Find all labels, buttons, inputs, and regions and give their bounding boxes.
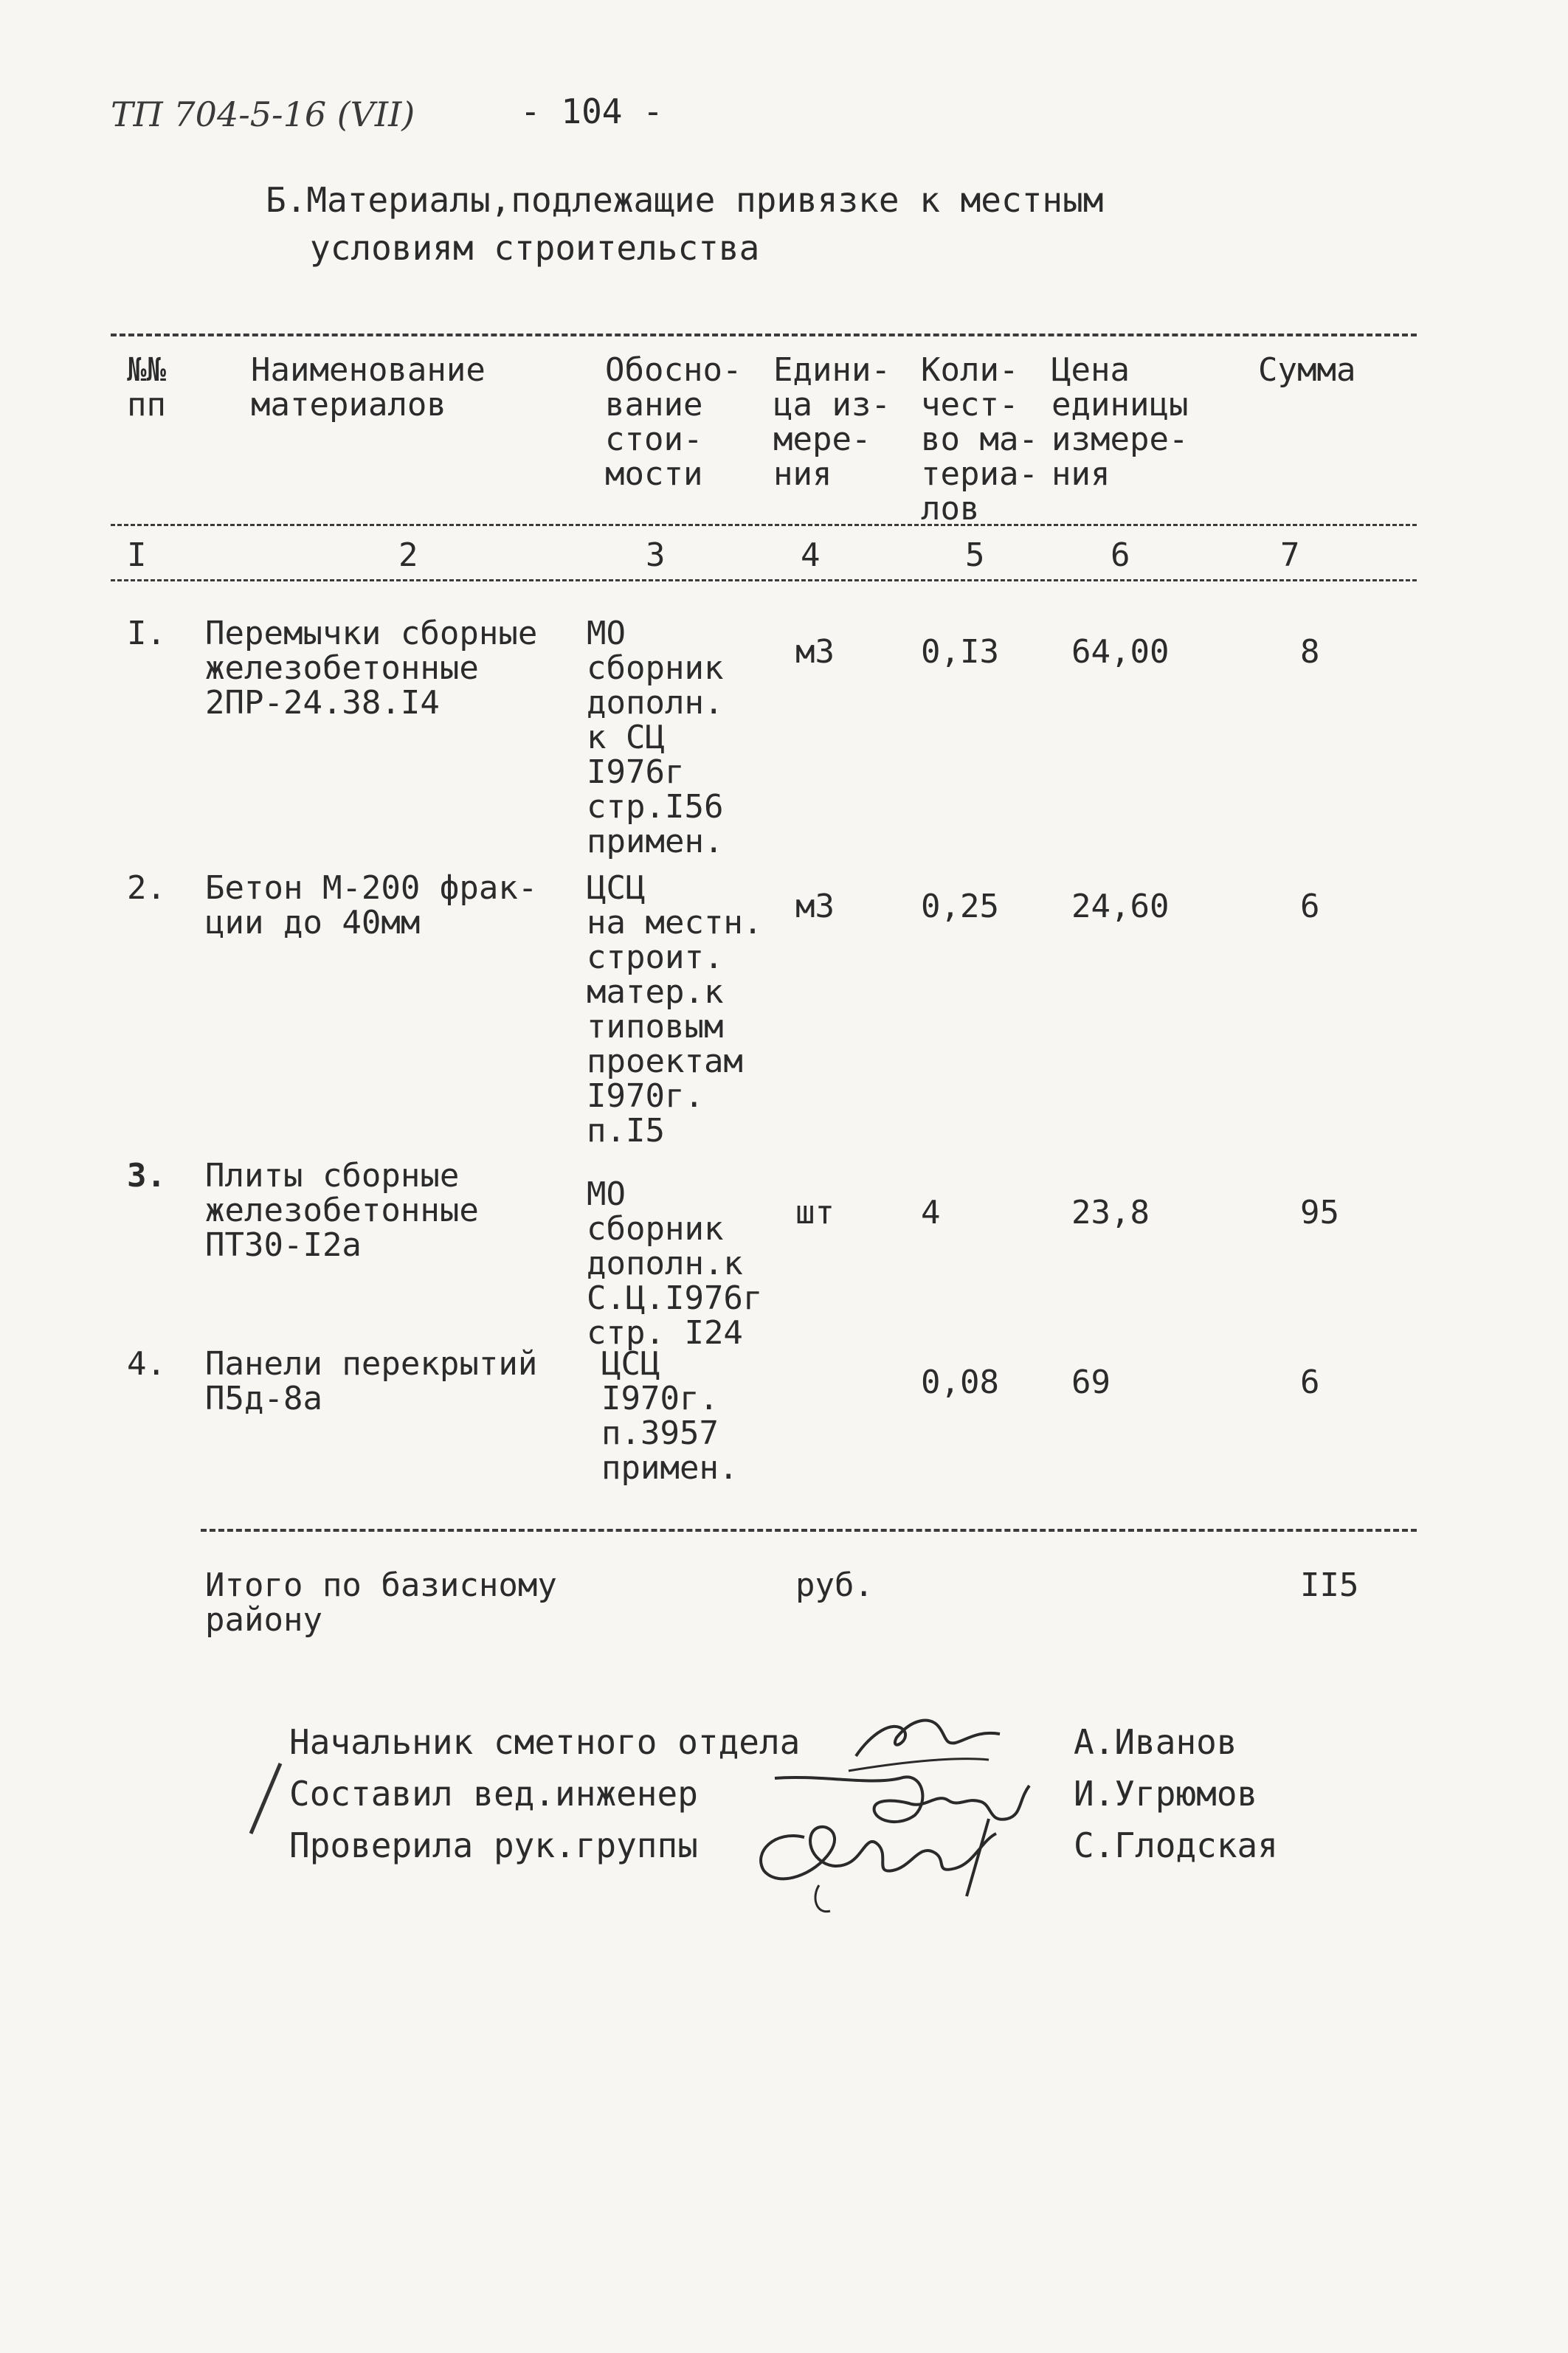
sum: 8: [1300, 633, 1320, 671]
quantity: 0,I3: [921, 633, 999, 671]
section-title-line1: Б.Материалы,подлежащие привязке к местным: [266, 180, 1104, 220]
signature-name: С.Глодская: [1074, 1825, 1278, 1865]
col-header-unit: Едини- ца из- мере- ния: [773, 351, 891, 493]
col-number: I: [127, 536, 147, 574]
signature-name: А.Иванов: [1074, 1722, 1237, 1762]
table-top-rule: [111, 334, 1417, 336]
row-number: 4.: [127, 1345, 166, 1383]
handwritten-signatures: [745, 1675, 1092, 1933]
unit-price: 64,00: [1071, 633, 1170, 671]
unit: шт: [795, 1194, 835, 1231]
cost-basis: ЦСЦ на местн. строит. матер.к типовым проектам I970г. п.I5: [587, 869, 763, 1150]
unit: м3: [795, 888, 835, 925]
unit-price: 69: [1071, 1364, 1111, 1401]
sum: 95: [1300, 1194, 1339, 1231]
unit: м3: [795, 633, 835, 671]
col-number: 3: [646, 536, 666, 574]
table-bottom-rule: [201, 1529, 1417, 1532]
total-sum: II5: [1300, 1566, 1359, 1604]
cost-basis: ЦСЦ I970г. п.3957 примен.: [601, 1345, 739, 1487]
cost-basis: МО сборник дополн.к С.Ц.I976г стр. I24: [587, 1175, 763, 1352]
col-number: 2: [398, 536, 418, 574]
col-number: 4: [801, 536, 821, 574]
signature-role: Составил вед.инженер: [289, 1774, 698, 1814]
col-number: 7: [1280, 536, 1300, 574]
col-number: 6: [1111, 536, 1130, 574]
header-bottom-rule: [111, 524, 1417, 526]
material-name: Бетон М-200 фрак- ции до 40мм: [205, 869, 538, 941]
document-code: ТП 704-5-16 (VII): [111, 94, 415, 134]
quantity: 0,25: [921, 888, 999, 925]
col-header-qty: Коли- чест- во ма- териа- лов: [921, 351, 1038, 528]
signature-role: Начальник сметного отдела: [289, 1722, 801, 1762]
col-number: 5: [965, 536, 985, 574]
signature-role: Проверила рук.группы: [289, 1825, 698, 1865]
material-name: Панели перекрытий П5д-8а: [205, 1345, 538, 1417]
unit-price: 24,60: [1071, 888, 1170, 925]
col-header-basis: Обосно- вание стои- мости: [605, 351, 742, 493]
unit-price: 23,8: [1071, 1194, 1150, 1231]
row-number: 3.: [127, 1157, 166, 1195]
row-number: 2.: [127, 869, 166, 907]
col-header-name: Наименование материалов: [251, 351, 486, 424]
col-header-price: Цена единицы измере- ния: [1051, 351, 1189, 493]
column-number-rule: [111, 579, 1417, 581]
sum: 6: [1300, 1364, 1320, 1401]
page-number: - 104 -: [520, 91, 663, 131]
col-header-no: №№ пп: [127, 351, 166, 424]
row-number: I.: [127, 615, 166, 652]
total-unit: руб.: [795, 1566, 874, 1604]
section-title-line2: условиям строительства: [310, 228, 760, 268]
col-header-sum: Сумма: [1258, 351, 1356, 389]
sum: 6: [1300, 888, 1320, 925]
quantity: 0,08: [921, 1364, 999, 1401]
pen-mark: [244, 1760, 288, 1841]
material-name: Плиты сборные железобетонные ПТ30-I2а: [205, 1157, 479, 1264]
total-label: Итого по базисному району: [205, 1566, 557, 1639]
cost-basis: МО сборник дополн. к СЦ I976г стр.I56 примен.: [587, 615, 724, 860]
quantity: 4: [921, 1194, 941, 1231]
material-name: Перемычки сборные железобетонные 2ПР-24.38.I4: [205, 615, 538, 722]
signature-name: И.Угрюмов: [1074, 1774, 1258, 1814]
